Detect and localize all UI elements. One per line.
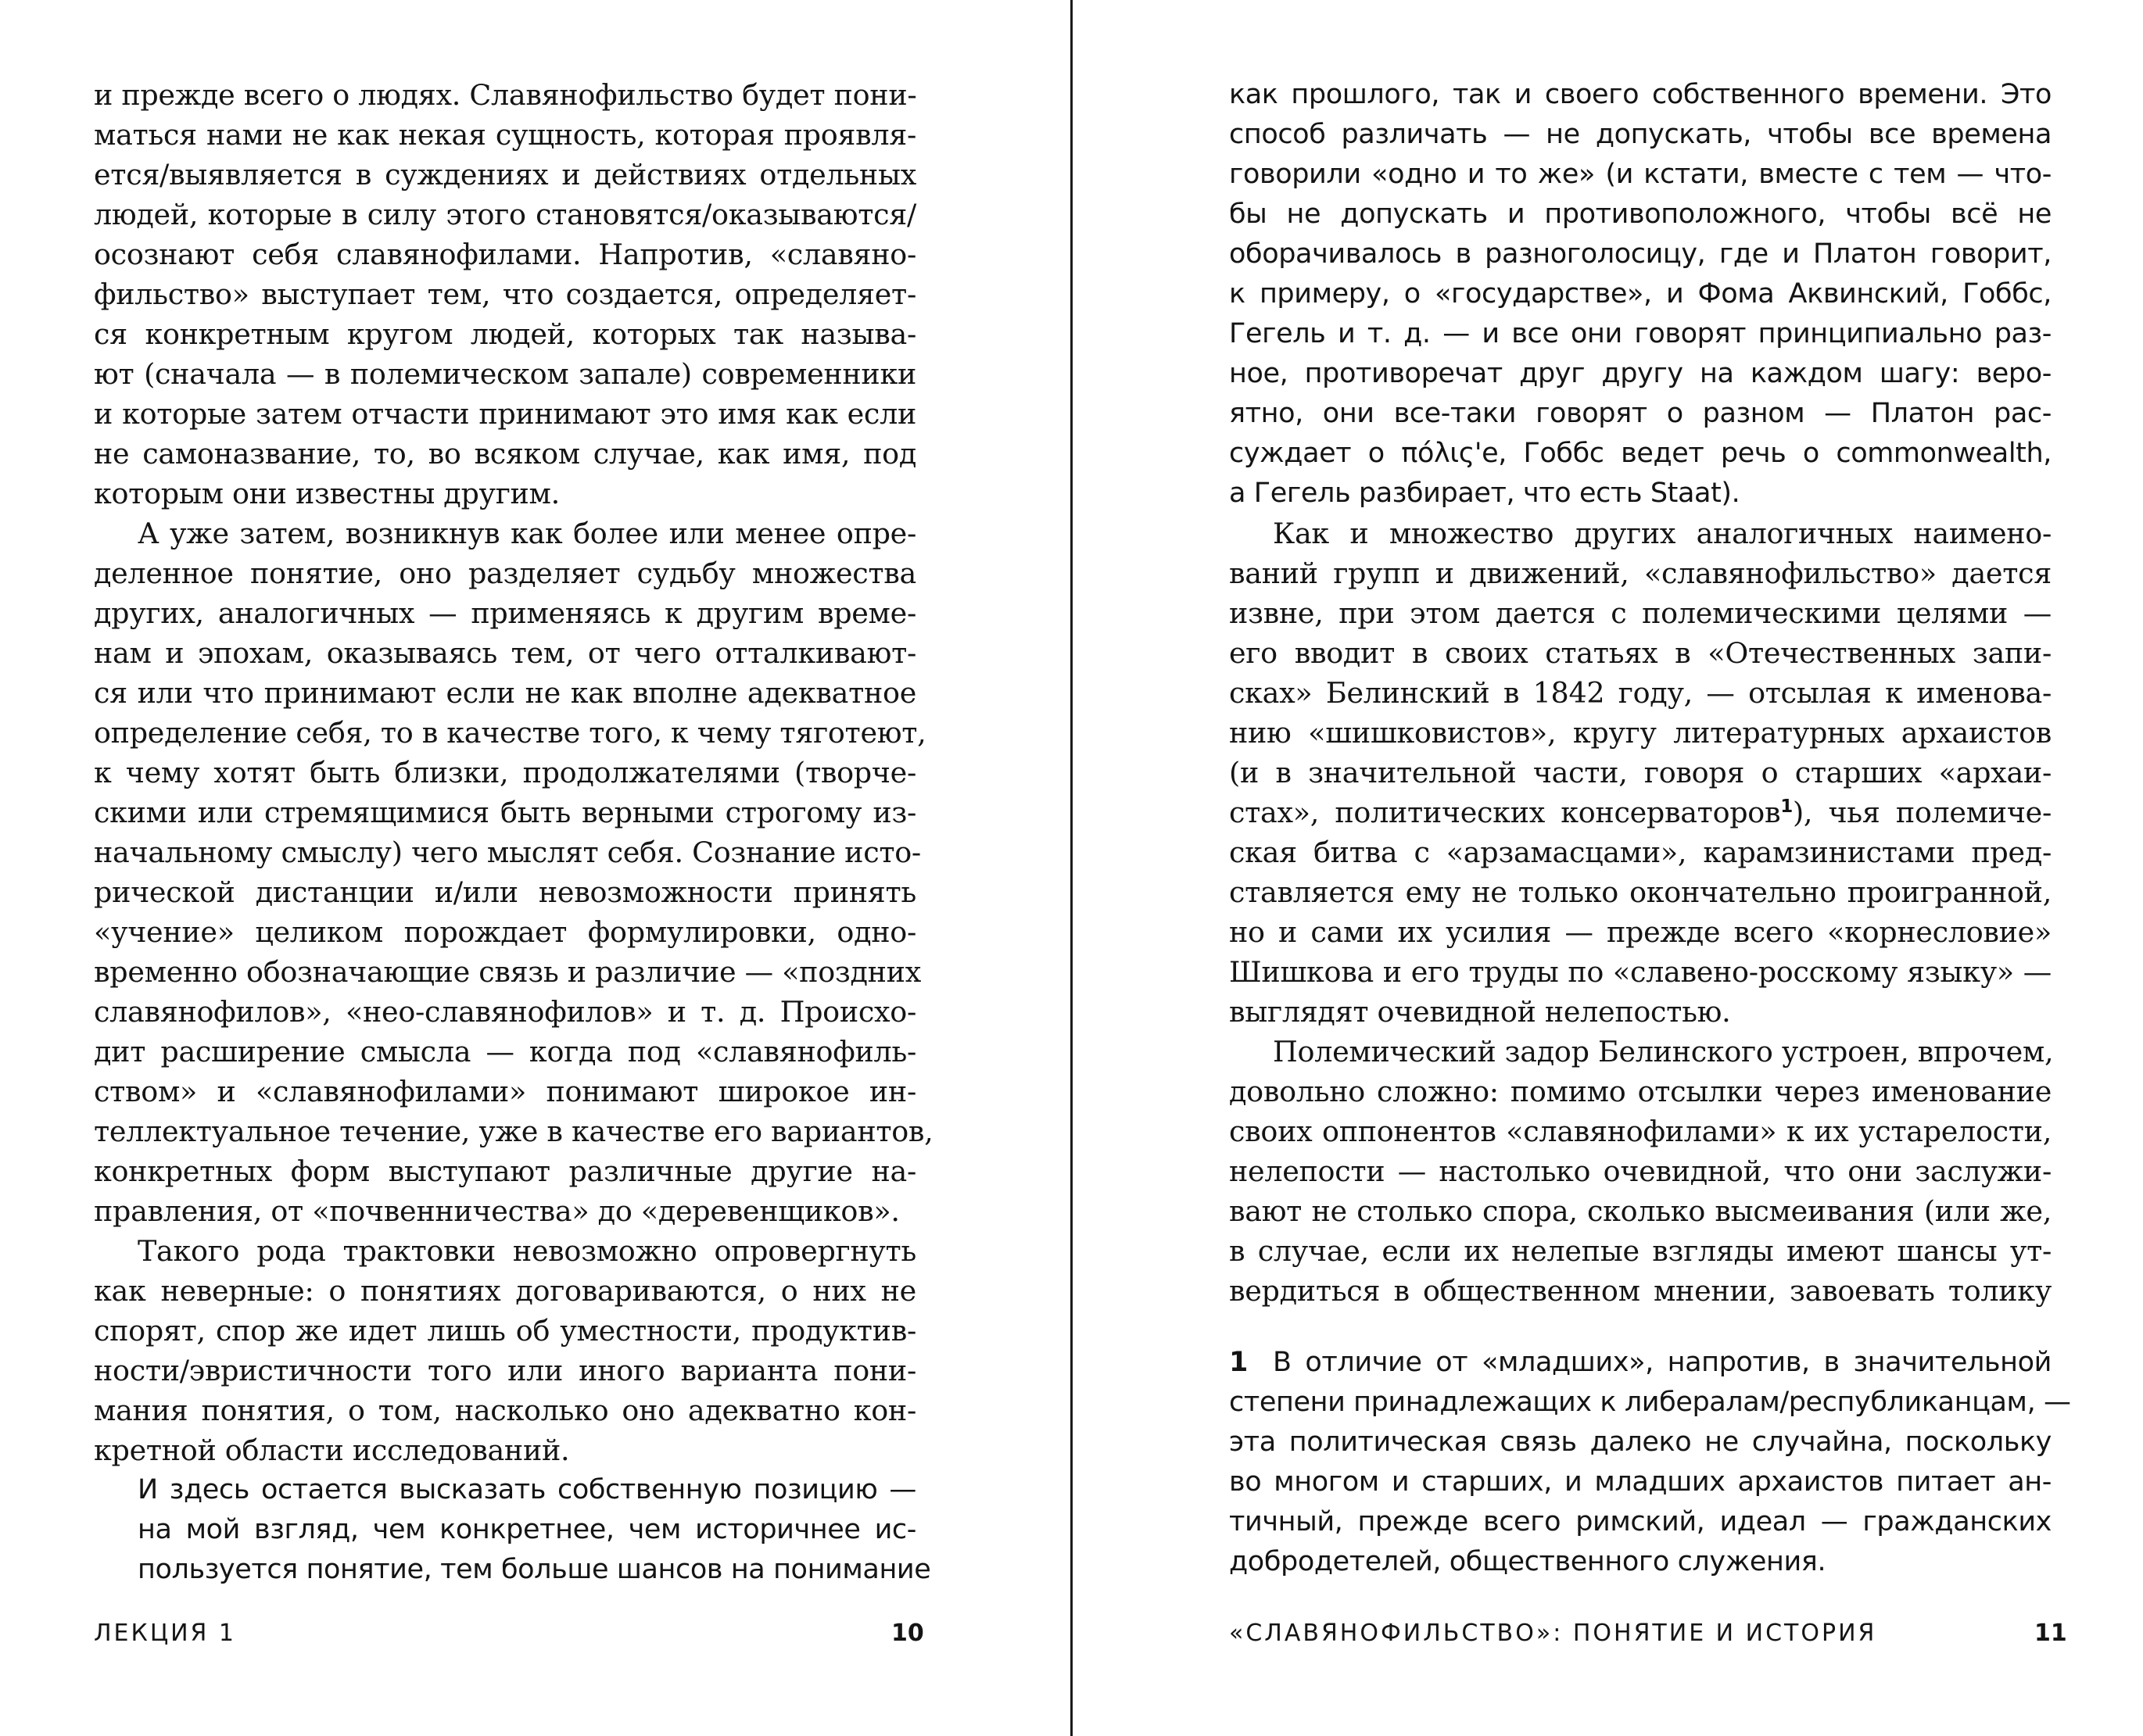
right-serif-block bbox=[1229, 514, 2052, 1311]
footnote-line bbox=[1229, 1343, 2052, 1383]
text-line: ности/эвристичности того или иного варианта пони- bbox=[94, 1354, 916, 1387]
footnote-number: 1 bbox=[1229, 1347, 1248, 1378]
running-head-left: ЛЕКЦИЯ 1 bbox=[94, 1620, 237, 1647]
text-line: ется/выявляется в суждениях и действиях отдельных bbox=[94, 158, 916, 191]
footnotes bbox=[1229, 1343, 2071, 1582]
text-line: нам и эпохам, оказываясь тем, от чего отталкивают- bbox=[94, 636, 916, 670]
text-line: людей, которые в силу этого становятся/оказываются/ bbox=[94, 198, 916, 231]
text-line: не самоназвание, то, во всяком случае, как имя, под bbox=[94, 437, 916, 471]
footnote-line: добродетелей, общественного служения. bbox=[1229, 1546, 1826, 1577]
text-line: бы не допускать и противоположного, чтобы всё не bbox=[1229, 199, 2052, 230]
text-line: правления, от «почвенничества» до «деревенщиков». bbox=[94, 1194, 900, 1228]
footnote-line: во многом и старших, и младших архаистов питает ан- bbox=[1229, 1466, 2052, 1498]
text-line: теллектуальное течение, уже в качестве его вариантов, bbox=[94, 1115, 934, 1148]
text-line: Шишкова и его труды по «славено-росскому языку» — bbox=[1229, 955, 2052, 989]
text-line: рической дистанции и/или невозможности принять bbox=[94, 875, 916, 909]
text-line: ся или что принимают если не как вполне адекватное bbox=[94, 676, 916, 710]
text-line: (и в значительной части, говоря о старших «архаи- bbox=[1229, 756, 2052, 789]
text-fragment: В отличие от «младших», напротив, в значительной bbox=[1273, 1347, 2052, 1378]
text-line: и которые затем отчасти принимают это имя как если bbox=[94, 397, 916, 431]
text-line: деленное понятие, оно разделяет судьбу множества bbox=[94, 557, 916, 590]
text-line: ся конкретным кругом людей, которых так называ- bbox=[94, 317, 916, 351]
text-line: дит расширение смысла — когда под «славянофиль- bbox=[94, 1035, 916, 1068]
text-line: к примеру, о «государстве», и Фома Аквинский, Гоббс, bbox=[1229, 278, 2052, 310]
text-line: временно обозначающие связь и различие — «поздних bbox=[94, 955, 921, 989]
text-line: ное, противоречат друг другу на каждом шагу: веро- bbox=[1229, 358, 2052, 389]
right-page bbox=[1073, 0, 2143, 1736]
text-line: на мой взгляд, чем конкретнее, чем историчнее ис- bbox=[138, 1514, 916, 1545]
text-line: но и сами их усилия — прежде всего «корнесловие» bbox=[1229, 915, 2052, 949]
text-line: как неверные: о понятиях договариваются, о них не bbox=[94, 1274, 916, 1308]
text-line: ставляется ему не только окончательно проигранной, bbox=[1229, 875, 2052, 909]
text-line: ют (сначала — в полемическом запале) современники bbox=[94, 357, 916, 391]
text-line: пользуется понятие, тем больше шансов на понимание bbox=[138, 1554, 931, 1585]
text-line: скими или стремящимися быть верными строгому из- bbox=[94, 796, 916, 829]
footnote-line: степени принадлежащих к либералам/республиканцам, — bbox=[1229, 1387, 2071, 1418]
text-line: говорили «одно и то же» (и кстати, вместе с тем — что- bbox=[1229, 159, 2052, 190]
text-line: которым они известны другим. bbox=[94, 477, 560, 510]
page-number-left: 10 bbox=[891, 1620, 924, 1647]
text-line: конкретных форм выступают различные другие на- bbox=[94, 1154, 916, 1188]
text-line: как прошлого, так и своего собственного времени. Это bbox=[1229, 79, 2052, 110]
text-line-with-footnote-ref bbox=[1229, 793, 2052, 832]
footnote-reference[interactable]: 1 bbox=[1780, 796, 1793, 817]
text-line: ятно, они все-таки говорят о разном — Платон рас- bbox=[1229, 398, 2052, 429]
text-line: фильство» выступает тем, что создается, определяет- bbox=[94, 277, 916, 311]
left-sans-block bbox=[94, 1470, 931, 1590]
text-line: других, аналогичных — применяясь к другим време- bbox=[94, 596, 916, 630]
text-line: своих оппонентов «славянофилами» к их устарелости, bbox=[1229, 1115, 2052, 1148]
text-line: начальному смыслу) чего мыслят себя. Сознание исто- bbox=[94, 836, 921, 869]
text-line: вают не столько спора, сколько высмеивания (или же, bbox=[1229, 1194, 2052, 1228]
text-line: И здесь остается высказать собственную позицию — bbox=[138, 1474, 916, 1505]
text-line: осознают себя славянофилами. Напротив, «славяно- bbox=[94, 238, 916, 271]
text-line: в случае, если их нелепые взгляды имеют шансы ут- bbox=[1229, 1234, 2052, 1268]
page-number-right: 11 bbox=[2034, 1620, 2067, 1647]
text-line: Такого рода трактовки невозможно опровергнуть bbox=[138, 1234, 916, 1268]
text-line: его вводит в своих статьях в «Отечественных запи- bbox=[1229, 636, 2052, 670]
text-line: спорят, спор же идет лишь об уместности, продуктив- bbox=[94, 1314, 916, 1348]
text-line: Полемический задор Белинского устроен, впрочем, bbox=[1273, 1035, 2054, 1068]
text-line: выглядят очевидной нелепостью. bbox=[1229, 995, 1731, 1029]
text-line: способ различать — не допускать, чтобы все времена bbox=[1229, 119, 2052, 150]
text-line: маться нами не как некая сущность, которая проявля- bbox=[94, 118, 916, 152]
left-page bbox=[0, 0, 1070, 1736]
text-fragment: стах», политических консерваторов bbox=[1229, 796, 1781, 829]
text-line: сках» Белинский в 1842 году, — отсылая к именова- bbox=[1229, 676, 2052, 710]
text-line: мания понятия, о том, насколько оно адекватно кон- bbox=[94, 1394, 916, 1427]
text-line: нелепости — настолько очевидной, что они заслужи- bbox=[1229, 1154, 2052, 1188]
text-line: «учение» целиком порождает формулировки, одно- bbox=[94, 915, 916, 949]
text-line: А уже затем, возникнув как более или менее опре- bbox=[138, 517, 916, 550]
text-line: определение себя, то в качестве того, к чему тяготеют, bbox=[94, 716, 926, 750]
text-line: кретной области исследований. bbox=[94, 1434, 570, 1467]
footnote-line: эта политическая связь далеко не случайна, поскольку bbox=[1229, 1426, 2052, 1458]
text-line: и прежде всего о людях. Славянофильство будет пони- bbox=[94, 78, 917, 112]
text-line: к чему хотят быть близки, продолжателями (творче- bbox=[94, 756, 916, 789]
text-line: вердиться в общественном мнении, завоевать толику bbox=[1229, 1274, 2052, 1308]
text-line: ская битва с «арзамасцами», карамзинистами пред- bbox=[1229, 836, 2052, 869]
text-fragment: ), чья полемиче- bbox=[1792, 796, 2052, 829]
text-line: славянофилов», «нео-славянофилов» и т. д. Происхо- bbox=[94, 995, 916, 1029]
left-serif-block bbox=[94, 75, 934, 1470]
text-line: Как и множество других аналогичных наимено- bbox=[1273, 517, 2052, 550]
right-sans-block bbox=[1229, 75, 2052, 514]
footnote-line: тичный, прежде всего римский, идеал — гражданских bbox=[1229, 1506, 2052, 1537]
text-line: нию «шишковистов», кругу литературных архаистов bbox=[1229, 716, 2052, 750]
text-line: оборачивалось в разноголосицу, где и Платон говорит, bbox=[1229, 238, 2052, 270]
running-head-right: «СЛАВЯНОФИЛЬСТВО»: ПОНЯТИЕ И ИСТОРИЯ bbox=[1229, 1620, 1877, 1647]
text-line: довольно сложно: помимо отсылки через именование bbox=[1229, 1075, 2052, 1108]
text-line: извне, при этом дается с полемическими целями — bbox=[1229, 596, 2052, 630]
text-line: Гегель и т. д. — и все они говорят принципиально раз- bbox=[1229, 318, 2052, 349]
right-page-text bbox=[1229, 75, 2052, 1311]
text-line: ваний групп и движений, «славянофильство» дается bbox=[1229, 557, 2052, 590]
text-line: ством» и «славянофилами» понимают широкое ин- bbox=[94, 1075, 916, 1108]
text-line: суждает о πόλις'е, Гоббс ведет речь о commonwealth, bbox=[1229, 438, 2052, 469]
text-line: а Гегель разбирает, что есть Staat). bbox=[1229, 478, 1740, 509]
left-page-text bbox=[94, 75, 934, 1590]
